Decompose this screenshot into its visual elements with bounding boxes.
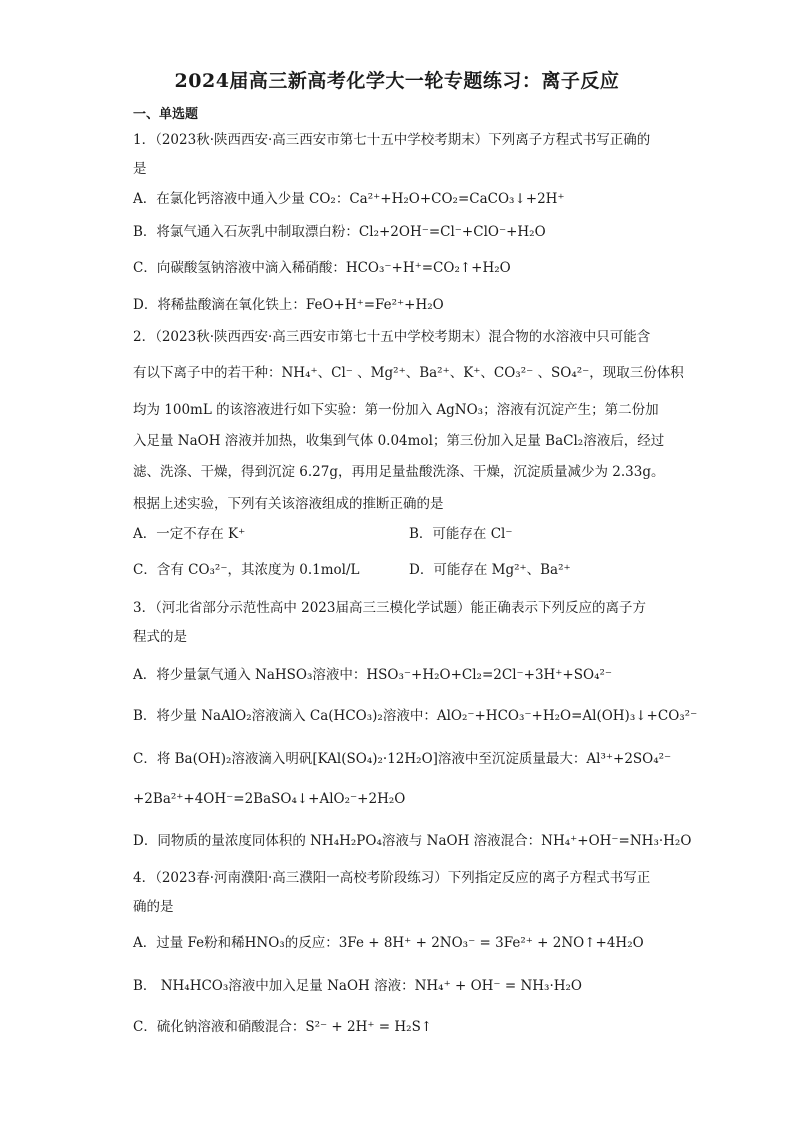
document-title: 2024届高三新高考化学大一轮专题练习：离子反应 [174,70,620,92]
q1-stem-line2: 是 [133,161,147,177]
q3-option-c-line1: C．将 Ba(OH)₂溶液滴入明矾[KAl(SO₄)₂·12H₂O]溶液中至沉淀质量最大：Al³⁺+2SO₄²⁻ [133,751,672,767]
q4-stem-line2: 确的是 [133,899,174,915]
q2-stem-line6: 根据上述实验，下列有关该溶液组成的推断正确的是 [133,496,444,512]
q1-stem-line1: 1．（2023秋·陕西西安·高三西安市第七十五中学校考期末）下列离子方程式书写正确的 [133,132,651,148]
q4-stem-line1: 4．（2023春·河南濮阳·高三濮阳一高校考阶段练习）下列指定反应的离子方程式书写正 [133,870,651,886]
q1-option-a: A．在氯化钙溶液中通入少量 CO₂：Ca²⁺+H₂O+CO₂=CaCO₃↓+2H⁺ [133,191,565,207]
q2-stem-line4: 入足量 NaOH 溶液并加热，收集到气体 0.04mol；第三份加入足量 BaCl₂溶液后，经过 [133,433,665,449]
q4-option-a: A．过量 Fe粉和稀HNO₃的反应：3Fe + 8H⁺ + 2NO₃⁻ = 3Fe²⁺ + 2NO↑+4H₂O [133,935,644,951]
q2-option-a: A．一定不存在 K⁺ [133,526,246,542]
q3-stem-line2: 程式的是 [133,629,187,645]
q2-stem-line3: 均为 100mL 的该溶液进行如下实验：第一份加入 AgNO₃；溶液有沉淀产生；第二份加 [133,402,659,418]
q4-option-b: B． NH₄HCO₃溶液中加入足量 NaOH 溶液：NH₄⁺ + OH⁻ = NH₃·H₂O [133,978,582,994]
q2-option-d: D．可能存在 Mg²⁺、Ba²⁺ [409,562,571,578]
q2-option-c: C．含有 CO₃²⁻，其浓度为 0.1mol/L [133,562,360,578]
q3-option-a: A．将少量氯气通入 NaHSO₃溶液中：HSO₃⁻+H₂O+Cl₂=2Cl⁻+3H⁺+SO₄²⁻ [133,667,613,683]
q2-stem-line5: 滤、洗涤、干燥，得到沉淀 6.27g，再用足量盐酸洗涤、干燥，沉淀质量减少为 2.33g。 [133,464,665,480]
q2-option-b: B．可能存在 Cl⁻ [409,526,513,542]
q1-option-b: B．将氯气通入石灰乳中制取漂白粉：Cl₂+2OH⁻=Cl⁻+ClO⁻+H₂O [133,224,546,240]
q1-option-d: D．将稀盐酸滴在氧化铁上：FeO+H⁺=Fe²⁺+H₂O [133,297,444,313]
q2-stem-line1: 2．（2023秋·陕西西安·高三西安市第七十五中学校考期末）混合物的水溶液中只可能含 [133,329,651,345]
q3-option-c-line2: +2Ba²⁺+4OH⁻=2BaSO₄↓+AlO₂⁻+2H₂O [133,791,406,807]
q3-option-d: D．同物质的量浓度同体积的 NH₄H₂PO₄溶液与 NaOH 溶液混合：NH₄⁺+OH⁻=NH₃·H₂O [133,833,692,849]
section-heading: 一、单选题 [133,107,199,122]
q4-option-c: C．硫化钠溶液和硝酸混合：S²⁻ + 2H⁺ = H₂S↑ [133,1019,433,1035]
q3-option-b: B．将少量 NaAlO₂溶液滴入 Ca(HCO₃)₂溶液中：AlO₂⁻+HCO₃⁻+H₂O=Al(OH)₃↓+CO₃²⁻ [133,708,698,724]
q2-stem-line2: 有以下离子中的若干种：NH₄⁺、Cl⁻ 、Mg²⁺、Ba²⁺、K⁺、CO₃²⁻ 、SO₄²⁻，现取三份体积 [133,365,684,381]
q1-option-c: C．向碳酸氢钠溶液中滴入稀硝酸：HCO₃⁻+H⁺=CO₂↑+H₂O [133,260,511,276]
q3-stem-line1: 3．（河北省部分示范性高中 2023届高三三模化学试题）能正确表示下列反应的离子方 [133,600,646,616]
